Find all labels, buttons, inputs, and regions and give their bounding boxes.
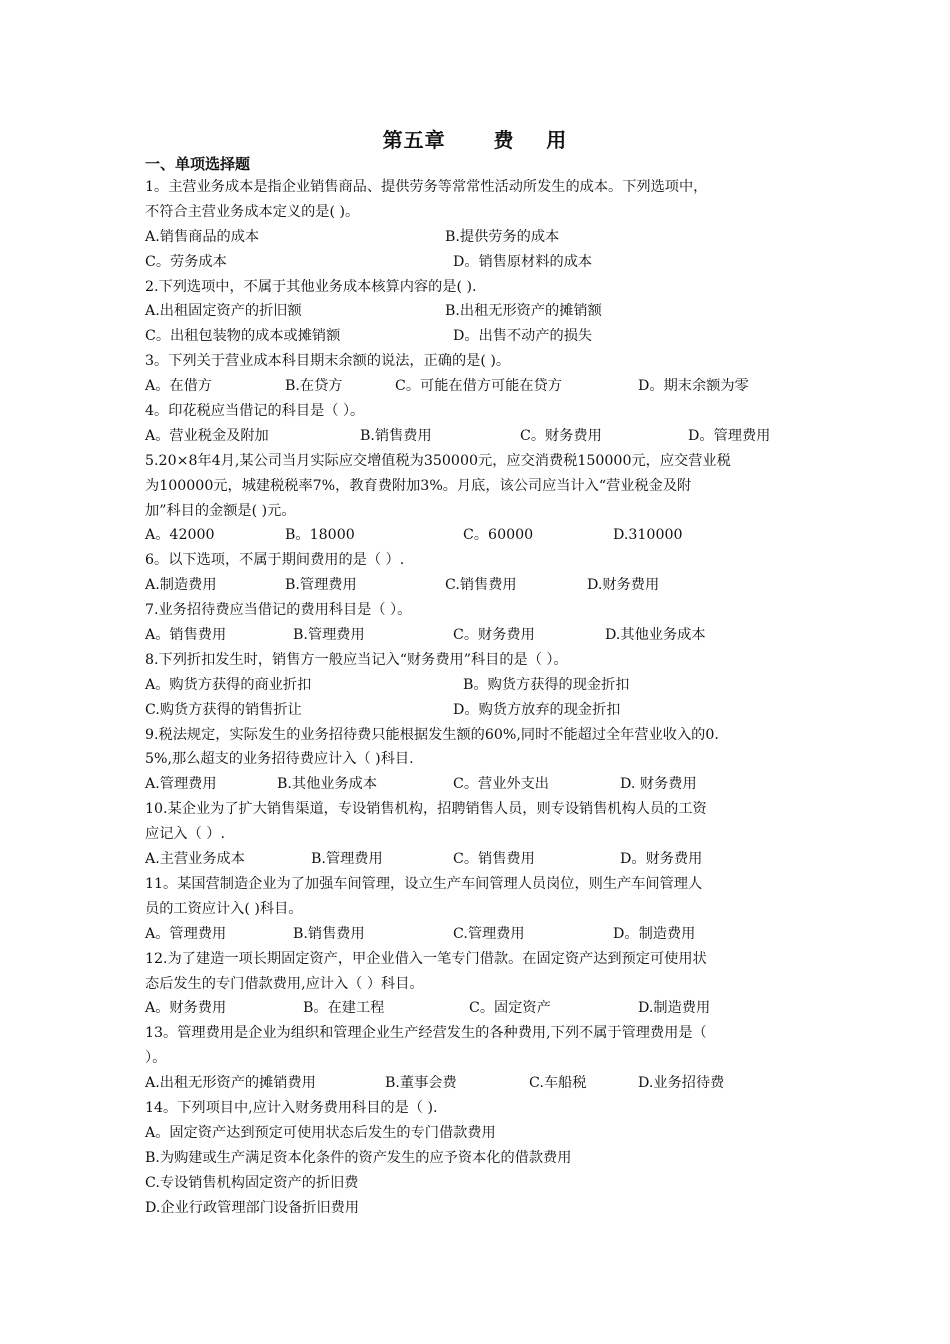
options-row [145, 673, 820, 698]
options-row [145, 573, 820, 598]
answer-option: C.销售费用 [445, 577, 517, 594]
options-row [145, 324, 820, 349]
question-text-line: 3。下列关于营业成本科目期末余额的说法，正确的是( )。 [145, 353, 511, 370]
question-text-line: 加”科目的金额是( )元。 [145, 502, 296, 519]
options-row [145, 225, 820, 250]
answer-option: B.董事会费 [385, 1075, 457, 1092]
page-title: 第五章 费 用 [382, 128, 568, 152]
question-text-line: 态后发生的专门借款费用,应计入（ ）科目。 [145, 975, 424, 992]
options-row [145, 623, 820, 648]
answer-option: C。财务费用 [453, 627, 535, 644]
question-text-line: 7.业务招待费应当借记的费用科目是（ ）。 [145, 602, 412, 619]
answer-option: C。营业外支出 [453, 776, 549, 793]
question-text-line: 4。印花税应当借记的科目是（ ）。 [145, 403, 365, 420]
options-row [145, 424, 820, 449]
question-text-line: B.为购建或生产满足资本化条件的资产发生的应予资本化的借款费用 [145, 1149, 572, 1166]
question-text-line: 10.某企业为了扩大销售渠道，专设销售机构，招聘销售人员，则专设销售机构人员的工资 [145, 801, 707, 818]
answer-option: A。购货方获得的商业折扣 [145, 676, 312, 693]
question-text-line: 员的工资应计入( )科目。 [145, 900, 303, 917]
question-text-line: 为100000元，城建税税率7%，教育费附加3%。月底，该公司应当计入“营业税金及附 [145, 477, 692, 494]
question-text-line: 不符合主营业务成本定义的是( )。 [145, 203, 360, 220]
question-text-line: D.企业行政管理部门设备折旧费用 [145, 1199, 360, 1216]
question-text-line: 2.下列选项中，不属于其他业务成本核算内容的是( ). [145, 278, 477, 295]
answer-option: C.车船税 [529, 1075, 587, 1092]
question-text-line: 9.税法规定，实际发生的业务招待费只能根据发生额的60%,同时不能超过全年营业收入的0. [145, 726, 719, 743]
answer-option: D。销售原材料的成本 [453, 253, 593, 270]
answer-option: B.其他业务成本 [277, 776, 378, 793]
answer-option: A.主营业务成本 [145, 851, 245, 868]
answer-option: B。18000 [285, 527, 355, 544]
answer-option: D。管理费用 [688, 427, 771, 444]
options-row [145, 698, 820, 723]
answer-option: D。购货方放弃的现金折扣 [453, 701, 621, 718]
options-row [145, 772, 820, 797]
options-row [145, 374, 820, 399]
question-text-line: 14。下列项目中,应计入财务费用科目的是（ ). [145, 1099, 438, 1116]
question-text-line: C.专设销售机构固定资产的折旧费 [145, 1174, 359, 1191]
answer-option: A。财务费用 [145, 1000, 227, 1017]
answer-option: A.销售商品的成本 [145, 228, 260, 245]
answer-option: D.其他业务成本 [605, 627, 706, 644]
answer-option: B.管理费用 [311, 851, 383, 868]
options-row [145, 1071, 820, 1096]
question-body [145, 175, 820, 1220]
answer-option: C。60000 [463, 527, 534, 544]
answer-option: D。财务费用 [620, 851, 703, 868]
question-text-line: 应记入（ ）. [145, 826, 225, 843]
answer-option: A.制造费用 [145, 577, 217, 594]
options-row [145, 922, 820, 947]
question-text-line: 1。主营业务成本是指企业销售商品、提供劳务等常常性活动所发生的成本。下列选项中， [145, 179, 708, 195]
answer-option: D.业务招待费 [638, 1075, 725, 1092]
options-row [145, 847, 820, 872]
question-text-line: 11。某国营制造企业为了加强车间管理，设立生产车间管理人员岗位，则生产车间管理人 [145, 875, 703, 892]
answer-option: A。在借方 [145, 378, 212, 395]
answer-option: D。出售不动产的损失 [453, 328, 593, 345]
section-heading: 一、单项选择题 [145, 155, 251, 173]
question-text-line: 12.为了建造一项长期固定资产，甲企业借入一笔专门借款。在固定资产达到预定可使用状 [145, 950, 707, 967]
answer-option: A。营业税金及附加 [145, 427, 269, 444]
answer-option: C。财务费用 [520, 427, 602, 444]
question-text-line: 5.20×8年4月,某公司当月实际应交增值税为350000元，应交消费税150000元，应交营业税 [145, 452, 731, 469]
answer-option: B.在贷方 [285, 378, 343, 395]
answer-option: B.提供劳务的成本 [445, 228, 560, 245]
answer-option: C。出租包装物的成本或摊销额 [145, 328, 341, 345]
answer-option: B.销售费用 [360, 427, 432, 444]
answer-option: B.管理费用 [285, 577, 357, 594]
answer-option: B.出租无形资产的摊销额 [445, 303, 602, 320]
options-row [145, 996, 820, 1021]
answer-option: A.出租固定资产的折旧额 [145, 303, 302, 320]
answer-option: C.购货方获得的销售折让 [145, 701, 302, 718]
answer-option: C.管理费用 [453, 925, 525, 942]
answer-option: A.管理费用 [145, 776, 217, 793]
answer-option: C。劳务成本 [145, 253, 227, 270]
question-text-line: 6。以下选项，不属于期间费用的是（ ）. [145, 552, 405, 569]
answer-option: B。购货方获得的现金折扣 [463, 676, 630, 693]
options-row [145, 523, 820, 548]
answer-option: C。可能在借方可能在贷方 [395, 378, 562, 395]
answer-option: A。42000 [145, 527, 215, 544]
answer-option: D.310000 [613, 527, 683, 544]
answer-option: B。在建工程 [303, 1000, 385, 1017]
question-text-line: 8.下列折扣发生时，销售方一般应当记入“财务费用”科目的是（ ）。 [145, 651, 568, 668]
answer-option: A.出租无形资产的摊销费用 [145, 1075, 316, 1092]
question-text-line: A。固定资产达到预定可使用状态后发生的专门借款费用 [145, 1124, 496, 1141]
answer-option: D。期末余额为零 [638, 378, 749, 395]
options-row [145, 299, 820, 324]
answer-option: C。销售费用 [453, 851, 535, 868]
answer-option: D.制造费用 [638, 1000, 711, 1017]
question-text-line: ）。 [145, 1050, 167, 1067]
answer-option: A。销售费用 [145, 627, 227, 644]
answer-option: B.销售费用 [293, 925, 365, 942]
answer-option: D。制造费用 [613, 925, 696, 942]
answer-option: D. 财务费用 [620, 776, 697, 793]
options-row [145, 250, 820, 275]
answer-option: A。管理费用 [145, 925, 227, 942]
question-text-line: 5%,那么超支的业务招待费应计入（ )科目. [145, 751, 414, 768]
answer-option: B.管理费用 [293, 627, 365, 644]
answer-option: D.财务费用 [587, 577, 660, 594]
answer-option: C。固定资产 [469, 1000, 551, 1017]
question-text-line: 13。管理费用是企业为组织和管理企业生产经营发生的各种费用,下列不属于管理费用是（ [145, 1025, 707, 1042]
